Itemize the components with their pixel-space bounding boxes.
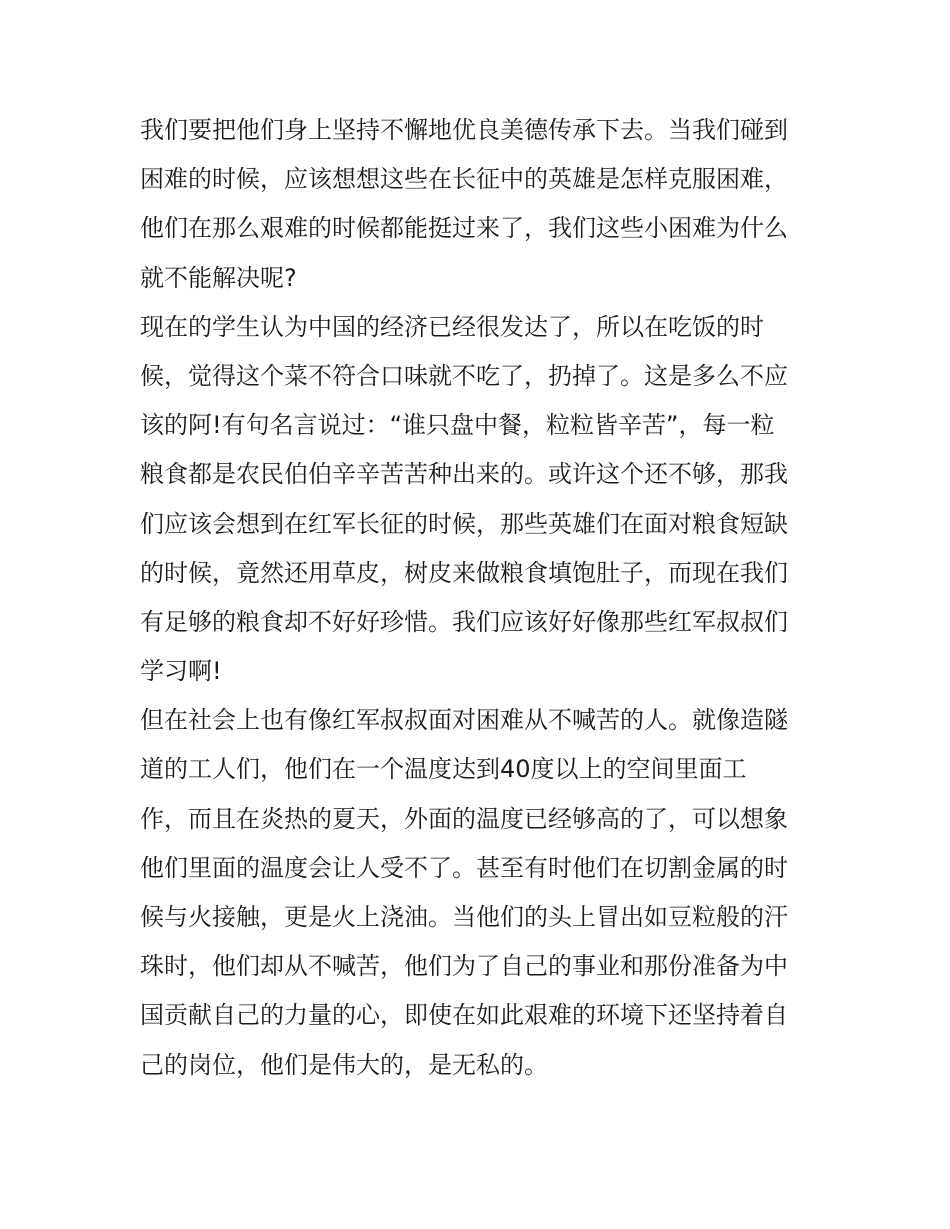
text-line: 他们在那么艰难的时候都能挺过来了，我们这些小困难为什么 bbox=[140, 214, 788, 243]
text-line: 学习啊! bbox=[140, 657, 222, 686]
text-line: 困难的时候，应该想想这些在长征中的英雄是怎样克服困难， bbox=[140, 165, 788, 194]
text-line: 粮食都是农民伯伯辛辛苦苦种出来的。或许这个还不够，那我 bbox=[140, 460, 788, 489]
text-line: 珠时，他们却从不喊苦，他们为了自己的事业和那份准备为中 bbox=[140, 952, 788, 981]
body-text bbox=[140, 106, 820, 1090]
text-line: 我们要把他们身上坚持不懈地优良美德传承下去。当我们碰到 bbox=[140, 116, 788, 144]
text-line: 候，觉得这个菜不符合口味就不吃了，扔掉了。这是多么不应 bbox=[140, 361, 788, 390]
text-line: 己的岗位，他们是伟大的，是无私的。 bbox=[140, 1050, 548, 1079]
text-line: 的时候，竟然还用草皮，树皮来做粮食填饱肚子，而现在我们 bbox=[140, 558, 788, 587]
text-line: 候与火接触，更是火上浇油。当他们的头上冒出如豆粒般的汗 bbox=[140, 903, 788, 931]
text-line: 他们里面的温度会让人受不了。甚至有时他们在切割金属的时 bbox=[140, 853, 788, 882]
text-line: 道的工人们，他们在一个温度达到40度以上的空间里面工 bbox=[140, 755, 747, 784]
text-line: 但在社会上也有像红军叔叔面对困难从不喊苦的人。就像造隧 bbox=[140, 706, 788, 735]
text-line: 国贡献自己的力量的心，即使在如此艰难的环境下还坚持着自 bbox=[140, 1001, 788, 1030]
text-line: 们应该会想到在红军长征的时候，那些英雄们在面对粮食短缺 bbox=[140, 509, 788, 538]
text-line: 作，而且在炎热的夏天，外面的温度已经够高的了，可以想象 bbox=[140, 804, 788, 833]
text-line: 该的阿!有句名言说过：“谁只盘中餐，粒粒皆辛苦”，每一粒 bbox=[140, 411, 775, 440]
text-line: 现在的学生认为中国的经济已经很发达了，所以在吃饭的时 bbox=[140, 312, 764, 341]
text-line: 有足够的粮食却不好好珍惜。我们应该好好像那些红军叔叔们 bbox=[140, 607, 788, 636]
text-line: 就不能解决呢? bbox=[140, 263, 297, 292]
